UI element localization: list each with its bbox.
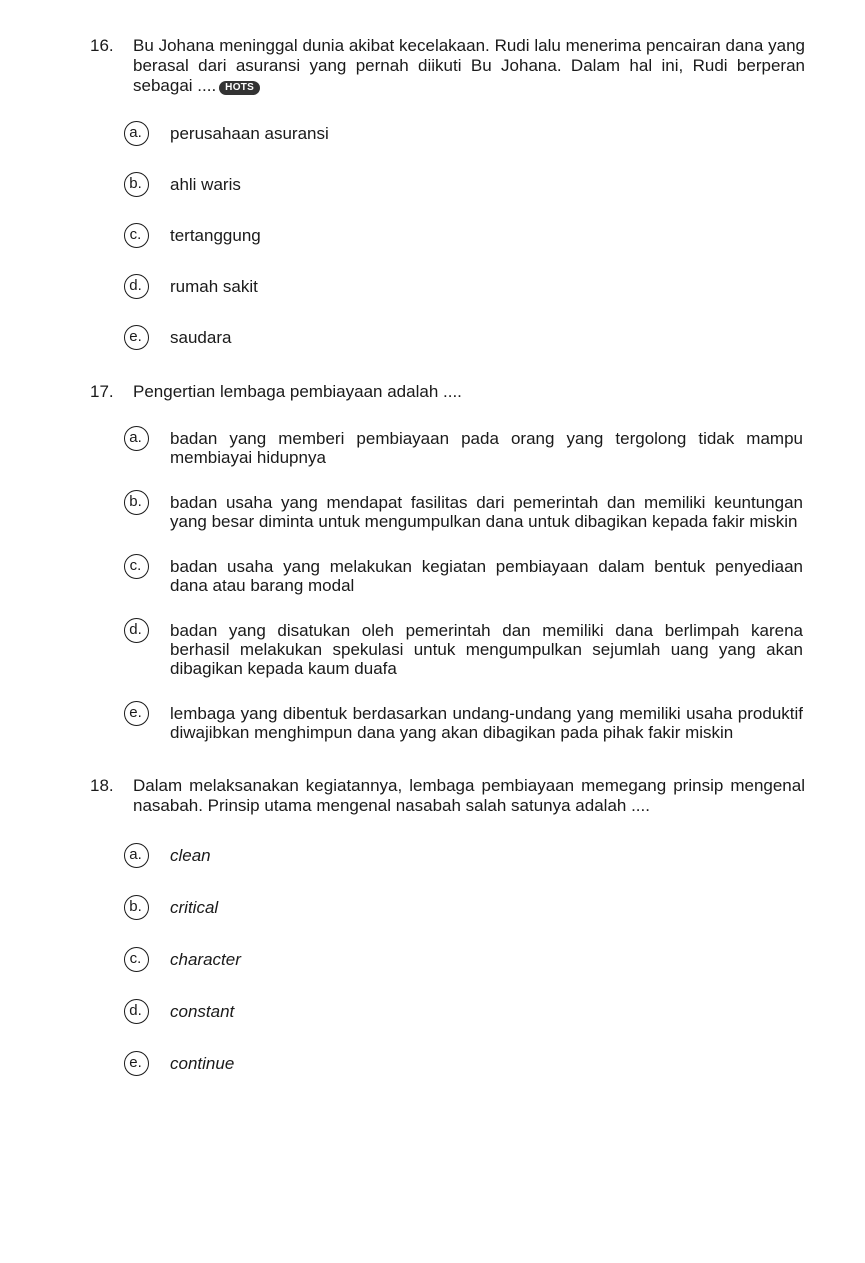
question-text — [133, 36, 805, 96]
option-text: badan usaha yang melakukan kegiatan pembiayaan dalam bentuk penyediaan dana atau barang modal — [170, 557, 803, 595]
option-c[interactable] — [0, 950, 865, 969]
option-text: perusahaan asuransi — [170, 124, 329, 143]
option-text: continue — [170, 1054, 235, 1073]
option-text: character — [170, 950, 241, 969]
option-letter-circle: d. — [124, 618, 149, 643]
question-18 — [0, 776, 865, 1073]
option-text: clean — [170, 846, 211, 865]
option-letter-circle: c. — [124, 947, 149, 972]
option-text: saudara — [170, 328, 232, 347]
answer-options — [0, 846, 865, 1073]
option-text: badan yang memberi pembiayaan pada orang yang tergolong tidak mampu membiayai hidupnya — [170, 429, 803, 467]
option-b[interactable] — [0, 493, 865, 531]
option-a[interactable] — [0, 846, 865, 865]
option-a[interactable] — [0, 429, 865, 467]
option-letter-circle: d. — [124, 274, 149, 299]
option-text: constant — [170, 1002, 235, 1021]
question-stem — [0, 36, 865, 96]
option-text: lembaga yang dibentuk berdasarkan undang-undang yang memiliki usaha produktif diwajibkan menghimpun dana yang akan dibagikan pada pihak fakir miskin — [170, 704, 803, 742]
question-text-body: Bu Johana meninggal dunia akibat kecelakaan. Rudi lalu menerima pencairan dana yang berasal dari asuransi yang pernah diikuti Bu Johana. Dalam hal ini, Rudi berperan sebagai .... — [133, 36, 805, 95]
question-stem — [0, 776, 865, 816]
option-e[interactable] — [0, 1054, 865, 1073]
option-a[interactable] — [0, 124, 865, 143]
question-17 — [0, 382, 865, 742]
option-letter-circle: e. — [124, 1051, 149, 1076]
option-letter-circle: d. — [124, 999, 149, 1024]
option-letter-circle: c. — [124, 554, 149, 579]
option-letter-circle: e. — [124, 325, 149, 350]
option-text: badan usaha yang mendapat fasilitas dari pemerintah dan memiliki keuntungan yang besar diminta untuk mengumpulkan dana untuk dibagikan kepada fakir miskin — [170, 493, 803, 531]
option-c[interactable] — [0, 557, 865, 595]
question-stem — [0, 382, 865, 402]
option-d[interactable] — [0, 277, 865, 296]
question-16 — [0, 36, 865, 347]
option-c[interactable] — [0, 226, 865, 245]
option-letter-circle: e. — [124, 701, 149, 726]
option-letter-circle: a. — [124, 426, 149, 451]
question-text: Pengertian lembaga pembiayaan adalah .... — [133, 382, 462, 401]
option-letter-circle: a. — [124, 121, 149, 146]
option-letter-circle: b. — [124, 895, 149, 920]
option-b[interactable] — [0, 898, 865, 917]
option-d[interactable] — [0, 1002, 865, 1021]
option-letter-circle: a. — [124, 843, 149, 868]
answer-options — [0, 124, 865, 347]
hots-badge: HOTS — [219, 81, 260, 95]
question-text: Dalam melaksanakan kegiatannya, lembaga pembiayaan memegang prinsip mengenal nasabah. Prinsip utama mengenal nasabah salah satunya adalah .... — [133, 776, 805, 815]
option-text: rumah sakit — [170, 277, 258, 296]
question-number: 16. — [90, 36, 114, 55]
question-number: 17. — [90, 382, 114, 401]
option-text: badan yang disatukan oleh pemerintah dan memiliki dana berlimpah karena berhasil melakukan spekulasi untuk mengumpulkan sejumlah uang yang akan dibagikan kepada kaum duafa — [170, 621, 803, 678]
option-e[interactable] — [0, 328, 865, 347]
question-number: 18. — [90, 776, 114, 795]
option-e[interactable] — [0, 704, 865, 742]
option-text: ahli waris — [170, 175, 241, 194]
option-letter-circle: b. — [124, 490, 149, 515]
option-b[interactable] — [0, 175, 865, 194]
option-d[interactable] — [0, 621, 865, 678]
answer-options — [0, 429, 865, 742]
option-letter-circle: b. — [124, 172, 149, 197]
option-letter-circle: c. — [124, 223, 149, 248]
option-text: tertanggung — [170, 226, 261, 245]
option-text: critical — [170, 898, 219, 917]
